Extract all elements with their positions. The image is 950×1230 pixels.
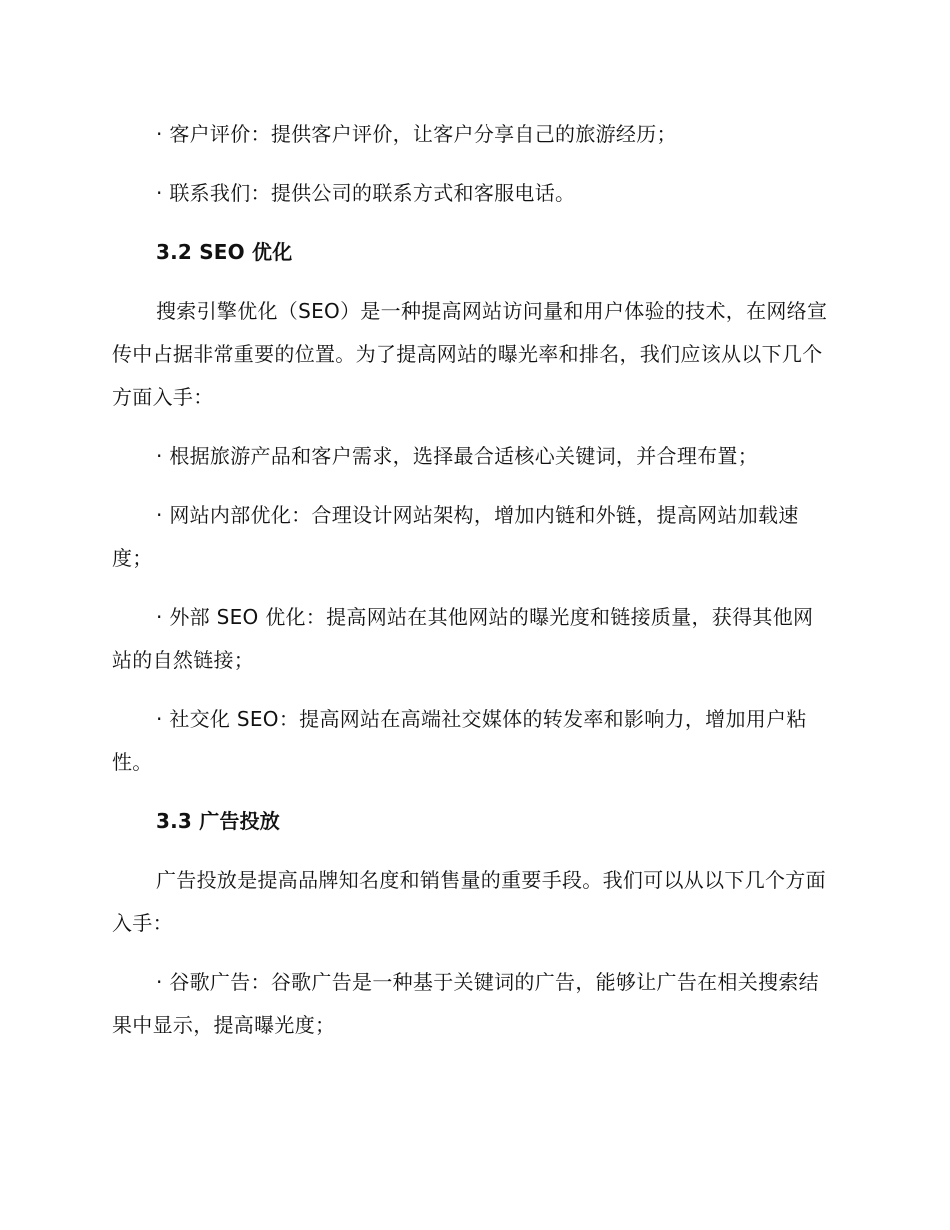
section-heading-seo: 3.2 SEO 优化 [156, 240, 293, 264]
section-heading-advertising: 3.3 广告投放 [156, 809, 280, 833]
seo-intro-paragraph: 搜索引擎优化（SEO）是一种提高网站访问量和用户体验的技术，在网络宣传中占据非常重要的位置。为了提高网站的曝光率和排名，我们应该从以下几个方面入手： [112, 299, 828, 409]
bullet-social-seo: · 社交化 SEO：提高网站在高端社交媒体的转发率和影响力，增加用户粘性。 [112, 707, 807, 774]
bullet-customer-reviews: · 客户评价：提供客户评价，让客户分享自己的旅游经历； [156, 122, 677, 146]
bullet-onsite-optimization: · 网站内部优化：合理设计网站架构，增加内链和外链，提高网站加载速度； [112, 503, 799, 570]
bullet-offsite-seo: · 外部 SEO 优化：提高网站在其他网站的曝光度和链接质量，获得其他网站的自然链接； [112, 605, 814, 672]
document-body [112, 113, 830, 1063]
bullet-google-ads: · 谷歌广告：谷歌广告是一种基于关键词的广告，能够让广告在相关搜索结果中显示，提高曝光度； [112, 970, 819, 1037]
advertising-intro-paragraph: 广告投放是提高品牌知名度和销售量的重要手段。我们可以从以下几个方面入手： [112, 868, 826, 935]
bullet-contact-us: · 联系我们：提供公司的联系方式和客服电话。 [156, 181, 576, 205]
bullet-keyword-selection: · 根据旅游产品和客户需求，选择最合适核心关键词，并合理布置； [156, 444, 759, 468]
